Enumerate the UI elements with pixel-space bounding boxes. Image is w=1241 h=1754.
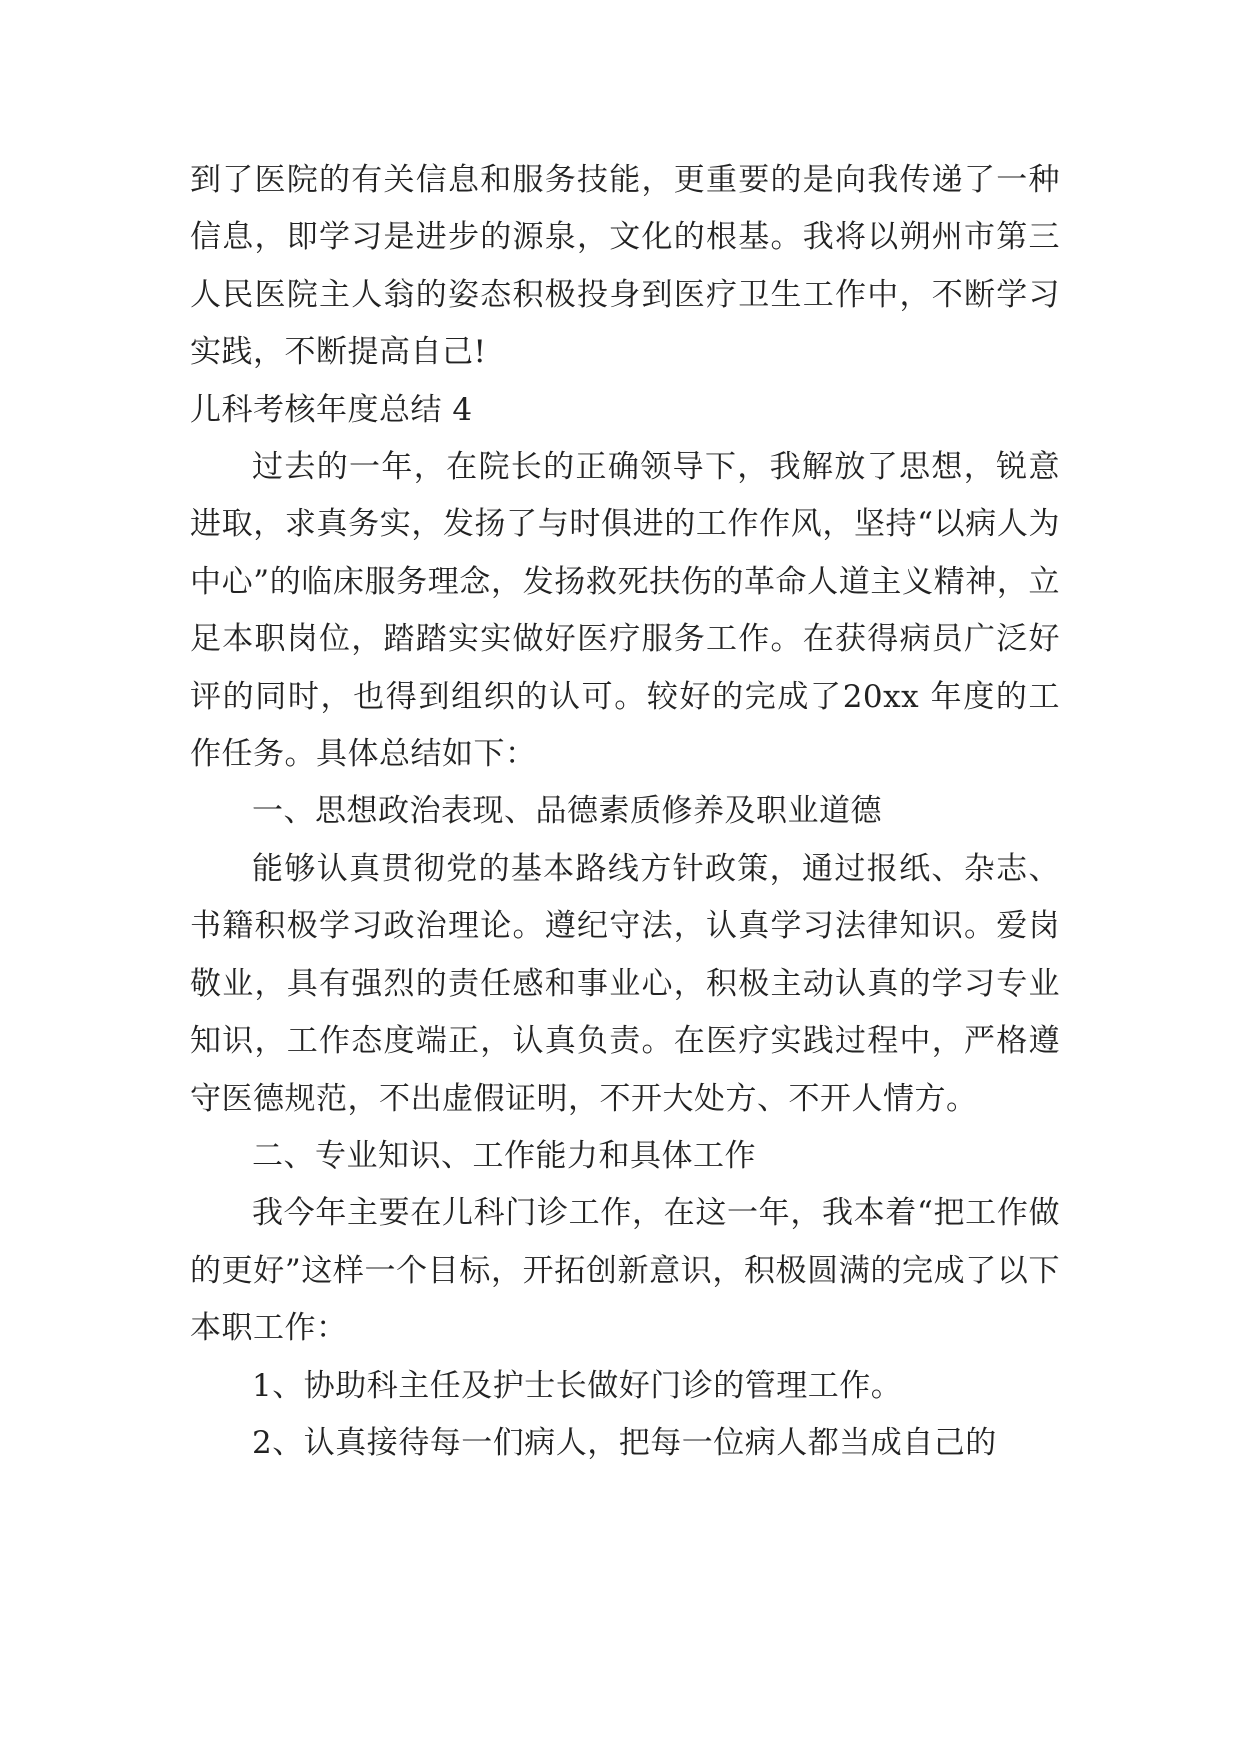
paragraph-ideology: 能够认真贯彻党的基本路线方针政策，通过报纸、杂志、书籍积极学习政治理论。遵纪守法，认真学习法律知识。爱岗敬业，具有强烈的责任感和事业心，积极主动认真的学习专业知识，工作态度端正，认真负责。在医疗实践过程中，严格遵守医德规范，不出虚假证明，不开大处方、不开人情方。	[190, 850, 1060, 1117]
list-item-2: 2、认真接待每一们病人，把每一位病人都当成自己的	[252, 1424, 997, 1461]
subheading-ideology: 一、思想政治表现、品德素质修养及职业道德	[252, 793, 882, 830]
document-body	[190, 152, 1060, 1472]
section-heading: 儿科考核年度总结 4	[190, 391, 473, 428]
paragraph-continued: 到了医院的有关信息和服务技能，更重要的是向我传递了一种信息，即学习是进步的源泉，文化的根基。我将以朔州市第三人民医院主人翁的姿态积极投身到医疗卫生工作中，不断学习实践，不断提高自己!	[190, 162, 1060, 371]
paragraph-professional: 我今年主要在儿科门诊工作，在这一年，我本着“把工作做的更好”这样一个目标，开拓创新意识，积极圆满的完成了以下本职工作：	[190, 1195, 1060, 1347]
list-item-1: 1、协助科主任及护士长做好门诊的管理工作。	[252, 1367, 903, 1404]
subheading-professional: 二、专业知识、工作能力和具体工作	[252, 1137, 756, 1174]
paragraph-intro: 过去的一年，在院长的正确领导下，我解放了思想，锐意进取，求真务实，发扬了与时俱进的工作作风，坚持“以病人为中心”的临床服务理念，发扬救死扶伤的革命人道主义精神，立足本职岗位，踏踏实实做好医疗服务工作。在获得病员广泛好评的同时，也得到组织的认可。较好的完成了20xx 年度的工作任务。具体总结如下：	[190, 449, 1060, 773]
